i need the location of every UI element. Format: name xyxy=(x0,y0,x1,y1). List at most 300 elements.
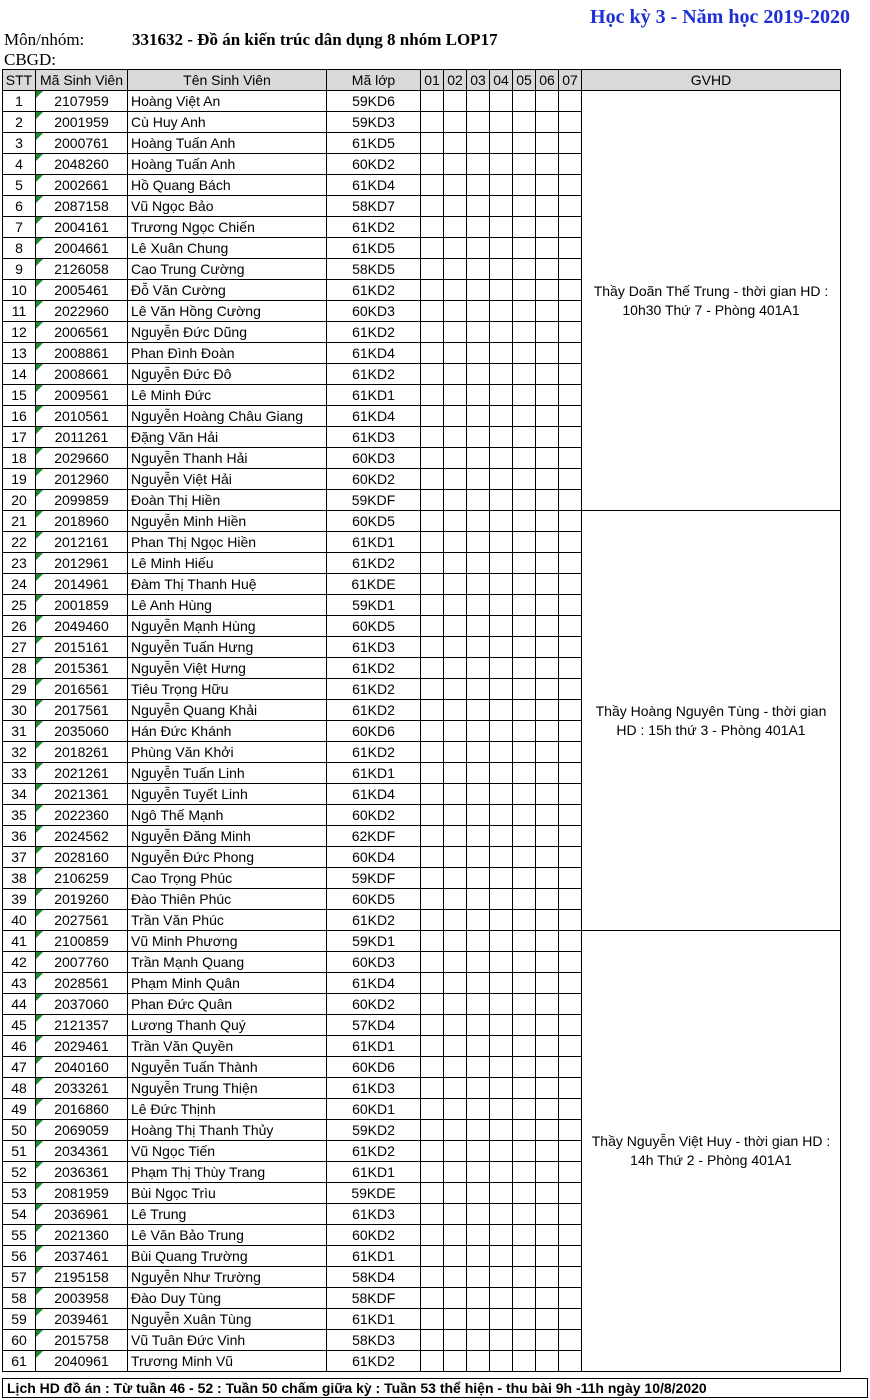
row-week-cell xyxy=(513,1078,536,1099)
row-student-name: Phan Đình Đoàn xyxy=(128,343,327,364)
row-week-cell xyxy=(490,1162,513,1183)
row-week-cell xyxy=(513,1099,536,1120)
row-stt: 29 xyxy=(3,679,36,700)
row-week-cell xyxy=(513,511,536,532)
row-week-cell xyxy=(536,91,559,112)
row-week-cell xyxy=(513,1309,536,1330)
row-stt: 55 xyxy=(3,1225,36,1246)
row-week-cell xyxy=(559,1246,582,1267)
row-week-cell xyxy=(559,238,582,259)
row-week-cell xyxy=(490,679,513,700)
row-class-code: 59KD1 xyxy=(327,931,421,952)
row-week-cell xyxy=(444,1141,467,1162)
row-week-cell xyxy=(467,175,490,196)
row-week-cell xyxy=(444,1204,467,1225)
row-student-name: Hoàng Tuấn Anh xyxy=(128,154,327,175)
col-header-student-name: Tên Sinh Viên xyxy=(128,70,327,91)
row-week-cell xyxy=(467,322,490,343)
row-week-cell xyxy=(490,742,513,763)
row-week-cell xyxy=(559,574,582,595)
row-class-code: 59KD1 xyxy=(327,595,421,616)
row-week-cell xyxy=(444,889,467,910)
row-week-cell xyxy=(444,1015,467,1036)
row-class-code: 58KDF xyxy=(327,1288,421,1309)
row-stt: 7 xyxy=(3,217,36,238)
row-week-cell xyxy=(536,280,559,301)
row-student-name: Trần Văn Phúc xyxy=(128,910,327,931)
row-week-cell xyxy=(421,679,444,700)
row-student-id: 2021361 xyxy=(36,784,128,805)
row-week-cell xyxy=(513,1204,536,1225)
row-week-cell xyxy=(559,385,582,406)
row-class-code: 61KD3 xyxy=(327,1204,421,1225)
row-stt: 34 xyxy=(3,784,36,805)
row-week-cell xyxy=(467,889,490,910)
row-class-code: 61KD3 xyxy=(327,637,421,658)
row-week-cell xyxy=(421,280,444,301)
row-stt: 32 xyxy=(3,742,36,763)
row-class-code: 61KD2 xyxy=(327,910,421,931)
row-student-name: Nguyễn Việt Hưng xyxy=(128,658,327,679)
row-class-code: 59KDF xyxy=(327,490,421,511)
row-week-cell xyxy=(490,658,513,679)
row-week-cell xyxy=(536,1204,559,1225)
row-week-cell xyxy=(559,1099,582,1120)
row-week-cell xyxy=(421,868,444,889)
row-week-cell xyxy=(421,889,444,910)
col-header-week: 06 xyxy=(536,70,559,91)
row-week-cell xyxy=(444,973,467,994)
row-student-name: Nguyễn Tuấn Hưng xyxy=(128,637,327,658)
row-week-cell xyxy=(444,994,467,1015)
row-week-cell xyxy=(536,112,559,133)
row-week-cell xyxy=(513,448,536,469)
row-class-code: 61KD4 xyxy=(327,175,421,196)
row-week-cell xyxy=(467,721,490,742)
row-week-cell xyxy=(467,133,490,154)
row-stt: 54 xyxy=(3,1204,36,1225)
row-week-cell xyxy=(421,1078,444,1099)
row-week-cell xyxy=(490,196,513,217)
row-stt: 2 xyxy=(3,112,36,133)
row-student-id: 2049460 xyxy=(36,616,128,637)
col-header-advisor: GVHD xyxy=(582,70,841,91)
row-week-cell xyxy=(559,427,582,448)
col-header-week: 03 xyxy=(467,70,490,91)
row-class-code: 61KD1 xyxy=(327,532,421,553)
row-stt: 27 xyxy=(3,637,36,658)
row-week-cell xyxy=(536,1183,559,1204)
row-week-cell xyxy=(421,1141,444,1162)
row-week-cell xyxy=(513,490,536,511)
row-week-cell xyxy=(444,616,467,637)
row-week-cell xyxy=(536,364,559,385)
col-header-week: 04 xyxy=(490,70,513,91)
row-week-cell xyxy=(444,721,467,742)
row-week-cell xyxy=(536,763,559,784)
row-week-cell xyxy=(536,469,559,490)
row-week-cell xyxy=(421,259,444,280)
row-week-cell xyxy=(536,427,559,448)
row-week-cell xyxy=(444,1225,467,1246)
row-week-cell xyxy=(490,175,513,196)
row-week-cell xyxy=(513,154,536,175)
row-stt: 12 xyxy=(3,322,36,343)
row-week-cell xyxy=(444,1351,467,1372)
row-week-cell xyxy=(421,1246,444,1267)
row-week-cell xyxy=(444,175,467,196)
row-week-cell xyxy=(490,868,513,889)
row-class-code: 60KD2 xyxy=(327,154,421,175)
row-week-cell xyxy=(467,700,490,721)
row-stt: 24 xyxy=(3,574,36,595)
row-week-cell xyxy=(559,532,582,553)
table-row xyxy=(3,91,841,112)
row-week-cell xyxy=(444,1078,467,1099)
row-stt: 20 xyxy=(3,490,36,511)
row-week-cell xyxy=(444,553,467,574)
row-week-cell xyxy=(536,301,559,322)
row-week-cell xyxy=(467,910,490,931)
row-stt: 19 xyxy=(3,469,36,490)
row-student-id: 2021360 xyxy=(36,1225,128,1246)
row-week-cell xyxy=(444,868,467,889)
row-week-cell xyxy=(536,133,559,154)
row-week-cell xyxy=(536,595,559,616)
row-week-cell xyxy=(421,322,444,343)
row-class-code: 61KD2 xyxy=(327,700,421,721)
row-student-name: Hoàng Việt An xyxy=(128,91,327,112)
row-class-code: 57KD4 xyxy=(327,1015,421,1036)
row-week-cell xyxy=(467,574,490,595)
row-week-cell xyxy=(467,1225,490,1246)
row-week-cell xyxy=(490,154,513,175)
row-student-name: Nguyễn Đức Phong xyxy=(128,847,327,868)
row-student-name: Nguyễn Tuyết Linh xyxy=(128,784,327,805)
row-week-cell xyxy=(513,868,536,889)
row-week-cell xyxy=(490,238,513,259)
row-week-cell xyxy=(467,952,490,973)
row-week-cell xyxy=(536,637,559,658)
row-week-cell xyxy=(467,742,490,763)
row-week-cell xyxy=(421,427,444,448)
row-week-cell xyxy=(559,1183,582,1204)
row-week-cell xyxy=(536,1267,559,1288)
row-student-id: 2016561 xyxy=(36,679,128,700)
row-week-cell xyxy=(559,616,582,637)
row-week-cell xyxy=(536,1120,559,1141)
row-week-cell xyxy=(490,259,513,280)
row-student-name: Nguyễn Hoàng Châu Giang xyxy=(128,406,327,427)
row-week-cell xyxy=(513,1246,536,1267)
row-class-code: 61KD1 xyxy=(327,1246,421,1267)
row-student-name: Nguyễn Xuân Tùng xyxy=(128,1309,327,1330)
row-class-code: 59KDF xyxy=(327,868,421,889)
row-student-name: Đào Thiên Phúc xyxy=(128,889,327,910)
row-student-name: Lê Văn Bảo Trung xyxy=(128,1225,327,1246)
row-week-cell xyxy=(513,532,536,553)
row-student-id: 2002661 xyxy=(36,175,128,196)
row-week-cell xyxy=(536,154,559,175)
row-student-id: 2037060 xyxy=(36,994,128,1015)
row-week-cell xyxy=(536,826,559,847)
row-student-name: Hồ Quang Bách xyxy=(128,175,327,196)
row-week-cell xyxy=(559,931,582,952)
row-week-cell xyxy=(490,301,513,322)
row-week-cell xyxy=(536,217,559,238)
row-student-name: Trần Văn Quyền xyxy=(128,1036,327,1057)
row-week-cell xyxy=(513,364,536,385)
row-week-cell xyxy=(444,469,467,490)
row-week-cell xyxy=(421,805,444,826)
row-week-cell xyxy=(467,259,490,280)
row-week-cell xyxy=(490,469,513,490)
row-week-cell xyxy=(421,406,444,427)
row-week-cell xyxy=(490,1078,513,1099)
row-week-cell xyxy=(444,574,467,595)
row-week-cell xyxy=(444,364,467,385)
row-class-code: 59KD2 xyxy=(327,1120,421,1141)
row-week-cell xyxy=(444,1183,467,1204)
row-week-cell xyxy=(513,700,536,721)
row-week-cell xyxy=(444,1330,467,1351)
row-student-name: Cao Trọng Phúc xyxy=(128,868,327,889)
row-week-cell xyxy=(444,196,467,217)
row-week-cell xyxy=(536,700,559,721)
row-week-cell xyxy=(421,1057,444,1078)
row-stt: 38 xyxy=(3,868,36,889)
row-week-cell xyxy=(513,1120,536,1141)
row-student-name: Nguyễn Quang Khải xyxy=(128,700,327,721)
row-week-cell xyxy=(467,805,490,826)
row-week-cell xyxy=(467,931,490,952)
row-stt: 53 xyxy=(3,1183,36,1204)
row-student-id: 2004161 xyxy=(36,217,128,238)
row-stt: 48 xyxy=(3,1078,36,1099)
row-class-code: 61KD4 xyxy=(327,406,421,427)
row-week-cell xyxy=(513,1288,536,1309)
row-week-cell xyxy=(490,1288,513,1309)
row-student-id: 2011261 xyxy=(36,427,128,448)
row-student-name: Nguyễn Đăng Minh xyxy=(128,826,327,847)
row-student-id: 2035060 xyxy=(36,721,128,742)
row-week-cell xyxy=(490,574,513,595)
row-class-code: 60KD3 xyxy=(327,952,421,973)
row-week-cell xyxy=(559,637,582,658)
row-week-cell xyxy=(490,637,513,658)
row-week-cell xyxy=(490,1267,513,1288)
row-class-code: 61KD3 xyxy=(327,1078,421,1099)
student-table xyxy=(2,69,841,1372)
row-week-cell xyxy=(513,112,536,133)
row-week-cell xyxy=(490,1204,513,1225)
row-week-cell xyxy=(490,91,513,112)
row-student-id: 2015361 xyxy=(36,658,128,679)
row-stt: 15 xyxy=(3,385,36,406)
row-week-cell xyxy=(421,784,444,805)
row-week-cell xyxy=(559,889,582,910)
row-student-name: Nguyễn Đức Dũng xyxy=(128,322,327,343)
row-student-id: 2005461 xyxy=(36,280,128,301)
row-week-cell xyxy=(513,973,536,994)
row-student-id: 2029461 xyxy=(36,1036,128,1057)
row-stt: 3 xyxy=(3,133,36,154)
row-week-cell xyxy=(513,343,536,364)
row-week-cell xyxy=(421,532,444,553)
row-week-cell xyxy=(467,196,490,217)
row-week-cell xyxy=(490,889,513,910)
row-week-cell xyxy=(421,238,444,259)
row-week-cell xyxy=(421,595,444,616)
row-class-code: 61KD5 xyxy=(327,238,421,259)
row-week-cell xyxy=(536,1246,559,1267)
row-class-code: 58KD7 xyxy=(327,196,421,217)
row-week-cell xyxy=(536,406,559,427)
row-class-code: 61KD2 xyxy=(327,1351,421,1372)
row-week-cell xyxy=(444,343,467,364)
row-stt: 35 xyxy=(3,805,36,826)
row-week-cell xyxy=(467,994,490,1015)
row-student-id: 2015758 xyxy=(36,1330,128,1351)
row-week-cell xyxy=(536,805,559,826)
row-class-code: 61KD2 xyxy=(327,1141,421,1162)
row-student-name: Lê Văn Hồng Cường xyxy=(128,301,327,322)
row-week-cell xyxy=(444,91,467,112)
row-week-cell xyxy=(421,994,444,1015)
row-class-code: 60KD5 xyxy=(327,511,421,532)
row-class-code: 62KDF xyxy=(327,826,421,847)
row-week-cell xyxy=(421,1351,444,1372)
row-week-cell xyxy=(490,1330,513,1351)
row-stt: 5 xyxy=(3,175,36,196)
row-class-code: 61KD4 xyxy=(327,973,421,994)
row-stt: 43 xyxy=(3,973,36,994)
row-week-cell xyxy=(490,553,513,574)
row-stt: 40 xyxy=(3,910,36,931)
row-student-id: 2000761 xyxy=(36,133,128,154)
row-student-name: Ngô Thế Mạnh xyxy=(128,805,327,826)
row-week-cell xyxy=(467,553,490,574)
row-week-cell xyxy=(467,238,490,259)
row-week-cell xyxy=(559,595,582,616)
row-week-cell xyxy=(559,658,582,679)
row-week-cell xyxy=(559,1330,582,1351)
col-header-week: 02 xyxy=(444,70,467,91)
row-week-cell xyxy=(536,784,559,805)
row-week-cell xyxy=(421,343,444,364)
row-week-cell xyxy=(513,784,536,805)
row-week-cell xyxy=(513,217,536,238)
row-week-cell xyxy=(513,301,536,322)
row-student-id: 2018261 xyxy=(36,742,128,763)
row-student-id: 2037461 xyxy=(36,1246,128,1267)
row-student-id: 2007760 xyxy=(36,952,128,973)
row-student-name: Vũ Tuân Đức Vinh xyxy=(128,1330,327,1351)
row-week-cell xyxy=(490,952,513,973)
row-week-cell xyxy=(490,280,513,301)
row-stt: 58 xyxy=(3,1288,36,1309)
row-week-cell xyxy=(559,1141,582,1162)
row-week-cell xyxy=(444,658,467,679)
row-student-id: 2028561 xyxy=(36,973,128,994)
row-week-cell xyxy=(444,931,467,952)
row-week-cell xyxy=(536,952,559,973)
row-week-cell xyxy=(559,112,582,133)
row-week-cell xyxy=(490,1015,513,1036)
row-week-cell xyxy=(559,196,582,217)
row-student-id: 2029660 xyxy=(36,448,128,469)
row-stt: 39 xyxy=(3,889,36,910)
row-week-cell xyxy=(513,1330,536,1351)
row-week-cell xyxy=(467,1120,490,1141)
row-student-name: Cù Huy Anh xyxy=(128,112,327,133)
row-week-cell xyxy=(513,91,536,112)
row-week-cell xyxy=(490,1183,513,1204)
row-week-cell xyxy=(513,280,536,301)
row-student-name: Nguyễn Mạnh Hùng xyxy=(128,616,327,637)
row-week-cell xyxy=(490,112,513,133)
row-week-cell xyxy=(421,1309,444,1330)
row-week-cell xyxy=(536,679,559,700)
row-week-cell xyxy=(467,595,490,616)
row-stt: 28 xyxy=(3,658,36,679)
row-week-cell xyxy=(421,931,444,952)
row-week-cell xyxy=(467,637,490,658)
row-week-cell xyxy=(467,1141,490,1162)
row-week-cell xyxy=(513,1036,536,1057)
row-stt: 9 xyxy=(3,259,36,280)
row-week-cell xyxy=(559,406,582,427)
row-student-id: 2019260 xyxy=(36,889,128,910)
row-week-cell xyxy=(490,763,513,784)
row-student-name: Đoàn Thị Hiền xyxy=(128,490,327,511)
row-stt: 37 xyxy=(3,847,36,868)
row-week-cell xyxy=(421,196,444,217)
row-week-cell xyxy=(421,154,444,175)
row-week-cell xyxy=(536,1288,559,1309)
row-week-cell xyxy=(490,910,513,931)
row-week-cell xyxy=(444,763,467,784)
row-week-cell xyxy=(536,259,559,280)
row-week-cell xyxy=(421,133,444,154)
row-week-cell xyxy=(513,658,536,679)
row-week-cell xyxy=(421,217,444,238)
col-header-class-code: Mã lớp xyxy=(327,70,421,91)
row-class-code: 60KD5 xyxy=(327,616,421,637)
row-week-cell xyxy=(444,259,467,280)
row-week-cell xyxy=(513,553,536,574)
row-week-cell xyxy=(467,385,490,406)
row-stt: 26 xyxy=(3,616,36,637)
row-week-cell xyxy=(536,847,559,868)
row-week-cell xyxy=(513,742,536,763)
row-week-cell xyxy=(444,847,467,868)
row-week-cell xyxy=(467,784,490,805)
row-student-name: Đàm Thị Thanh Huệ xyxy=(128,574,327,595)
row-week-cell xyxy=(421,1288,444,1309)
row-class-code: 61KD2 xyxy=(327,742,421,763)
row-class-code: 61KD2 xyxy=(327,679,421,700)
row-week-cell xyxy=(467,469,490,490)
row-week-cell xyxy=(559,1162,582,1183)
row-student-name: Lê Minh Đức xyxy=(128,385,327,406)
row-week-cell xyxy=(490,1246,513,1267)
row-week-cell xyxy=(490,448,513,469)
row-week-cell xyxy=(559,847,582,868)
row-week-cell xyxy=(444,322,467,343)
row-week-cell xyxy=(467,301,490,322)
col-header-week: 07 xyxy=(559,70,582,91)
